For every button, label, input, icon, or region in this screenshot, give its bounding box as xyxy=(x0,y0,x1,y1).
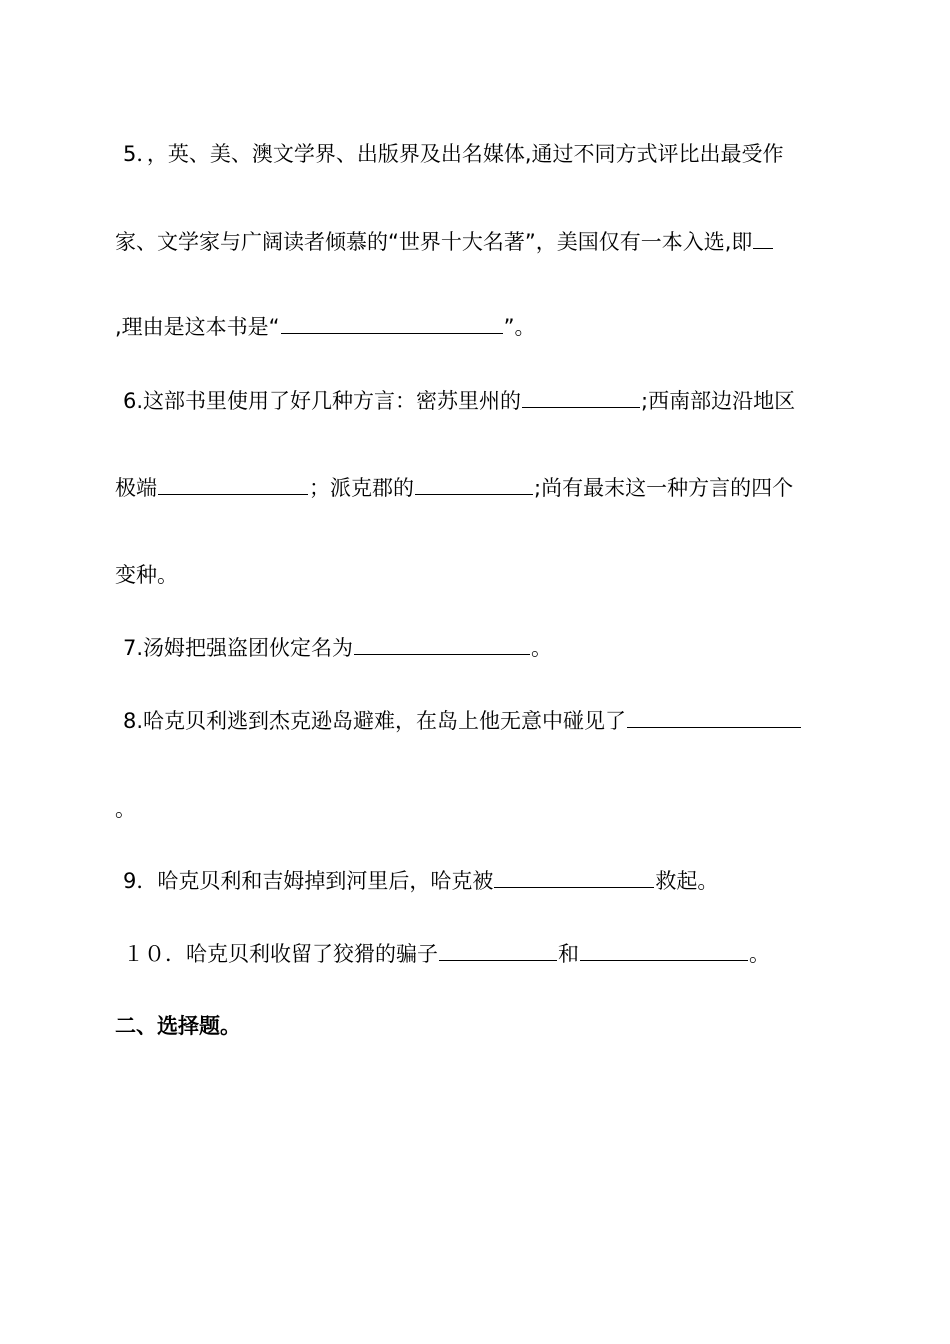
answer-blank-6b[interactable] xyxy=(158,474,308,495)
question-9-text-a: 9．哈克贝利和吉姆掉到河里后，哈克被 xyxy=(123,869,494,893)
question-5-text-3b: ”。 xyxy=(503,315,536,339)
section-2-title: 二、选择题。 xyxy=(115,1014,241,1038)
question-9-text-b: 救起。 xyxy=(655,869,719,893)
question-10-text-b: 和 xyxy=(558,942,579,966)
question-10-text-a: １０．哈克贝利收留了狡猾的骗子 xyxy=(123,942,438,966)
question-7-line xyxy=(115,634,848,662)
question-8-text-b: 。 xyxy=(115,797,136,821)
answer-blank-10b[interactable] xyxy=(580,940,748,961)
answer-blank-10a[interactable] xyxy=(439,940,557,961)
question-6-text-2b: ；派克郡的 xyxy=(309,476,414,500)
question-5-line-1 xyxy=(115,140,848,168)
question-10-text-c: 。 xyxy=(749,942,770,966)
answer-blank-8[interactable] xyxy=(627,707,801,728)
answer-blank-6a[interactable] xyxy=(522,387,640,408)
question-6-text-1b: ;西南部边沿地区 xyxy=(641,389,796,413)
question-7-text-a: 7.汤姆把强盗团伙定名为 xyxy=(123,636,354,660)
question-6-text-3: 变种。 xyxy=(115,563,178,587)
question-5-line-3 xyxy=(115,313,840,341)
answer-blank-5a[interactable] xyxy=(753,228,773,249)
question-5-line-2 xyxy=(115,228,840,256)
question-6-text-2c: ;尚有最末这一种方言的四个 xyxy=(534,476,794,500)
question-6-text-2a: 极端 xyxy=(115,476,157,500)
question-5-text-3a: ,理由是这本书是“ xyxy=(115,315,280,339)
answer-blank-5b[interactable] xyxy=(281,313,503,334)
question-6-text-1a: 6.这部书里使用了好几种方言：密苏里州的 xyxy=(123,389,522,413)
question-6-line-1 xyxy=(115,387,848,415)
question-8-line-1 xyxy=(115,707,848,735)
question-5-text-2: 家、文学家与广阔读者倾慕的“世界十大名著”，美国仅有一本入选,即 xyxy=(115,230,753,254)
question-10-line xyxy=(115,940,848,968)
answer-blank-9[interactable] xyxy=(494,867,654,888)
question-8-line-2 xyxy=(115,795,840,823)
question-8-text-a: 8.哈克贝利逃到杰克逊岛避难，在岛上他无意中碰见了 xyxy=(123,709,627,733)
answer-blank-7[interactable] xyxy=(354,634,530,655)
question-7-text-b: 。 xyxy=(531,636,553,660)
question-9-line xyxy=(115,867,848,895)
answer-blank-6c[interactable] xyxy=(415,474,533,495)
question-6-line-3 xyxy=(115,561,840,589)
question-5-text-1: 5．，英、美、澳文学界、出版界及出名媒体,通过不同方式评比出最受作 xyxy=(123,142,784,166)
question-6-line-2 xyxy=(115,474,840,502)
section-2-heading xyxy=(115,1012,840,1040)
